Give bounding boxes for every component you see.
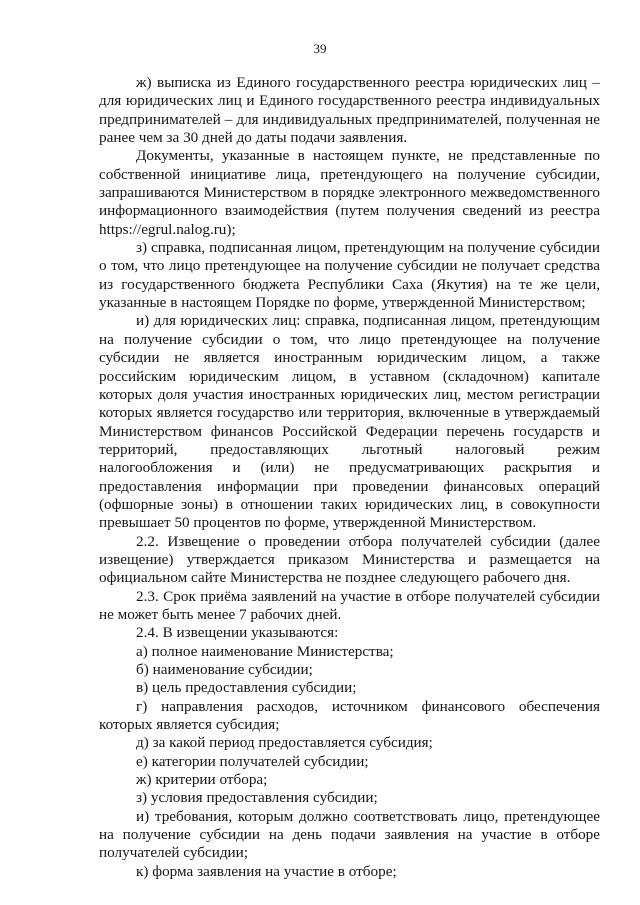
list-item-i: и) требования, которым должно соответствовать лицо, претендующее на получение субсидии на день подачи заявления на участие в отборе получателей субсидии;: [99, 807, 600, 862]
page-number: 39: [313, 41, 327, 56]
paragraph-budget-certificate: з) справка, подписанная лицом, претендующим на получение субсидии о том, что лицо претендующее на получение субсидии не получает средства из государственного бюджета Республики Саха (Якутия) на те же цели, указанные в настоящем Порядке по форме, утвержденной Министерством;: [99, 239, 600, 312]
paragraph-interagency-request: Документы, указанные в настоящем пункте, не представленные по собственной инициативе лица, претендующего на получение субсидии, запрашиваются Министерством в порядке электронного межведомственного информационного взаимодействия (путем получения сведений из реестра https://egrul.nalog.ru);: [99, 147, 600, 238]
list-item-a: а) полное наименование Министерства;: [136, 642, 394, 660]
paragraph-egrul-extract: ж) выписка из Единого государственного реестра юридических лиц – для юридических лиц и Единого государственного реестра индивидуальных предпринимателей – для индивидуальных предпринимателей, полученная не ранее чем за 30 дней до даты подачи заявления.: [99, 74, 600, 147]
list-item-e: е) категории получателей субсидии;: [136, 752, 369, 770]
list-item-v: в) цель предоставления субсидии;: [136, 679, 357, 697]
paragraph-2-2-notice: 2.2. Извещение о проведении отбора получателей субсидии (далее извещение) утверждается приказом Министерства и размещается на официальном сайте Министерства не позднее следующего рабочего дня.: [99, 532, 600, 587]
list-item-g: г) направления расходов, источником финансового обеспечения которых является субсидия;: [99, 697, 600, 734]
list-item-zh: ж) критерии отбора;: [136, 771, 268, 789]
list-item-d: д) за какой период предоставляется субсидия;: [136, 734, 433, 752]
list-item-z: з) условия предоставления субсидии;: [136, 789, 378, 807]
list-item-k: к) форма заявления на участие в отборе;: [136, 862, 397, 880]
paragraph-2-3-deadline: 2.3. Срок приёма заявлений на участие в отборе получателей субсидии не может быть менее 7 рабочих дней.: [99, 587, 600, 623]
paragraph-foreign-entity-certificate: и) для юридических лиц: справка, подписанная лицом, претендующим на получение субсидии о том, что лицо претендующее на получение субсидии не является иностранным юридическим лицом, а также российским юридическим лицом, в уставном (складочном) капитале которых доля участия иностранных юридических лиц, местом регистрации которых является государство или территория, включенные в утверждаемый Министерством финансов Российской Федерации перечень государств и территорий, предоставляющих льготный налоговый режим налогообложения и (или) не предусматривающих раскрытия и предоставления информации при проведении финансовых операций (офшорные зоны) в отношении таких юридических лиц, в совокупности превышает 50 процентов по форме, утвержденной Министерством.: [99, 312, 600, 532]
document-body: [99, 74, 600, 881]
list-item-b: б) наименование субсидии;: [136, 661, 313, 678]
paragraph-2-4-heading: 2.4. В извещении указываются:: [136, 624, 339, 642]
